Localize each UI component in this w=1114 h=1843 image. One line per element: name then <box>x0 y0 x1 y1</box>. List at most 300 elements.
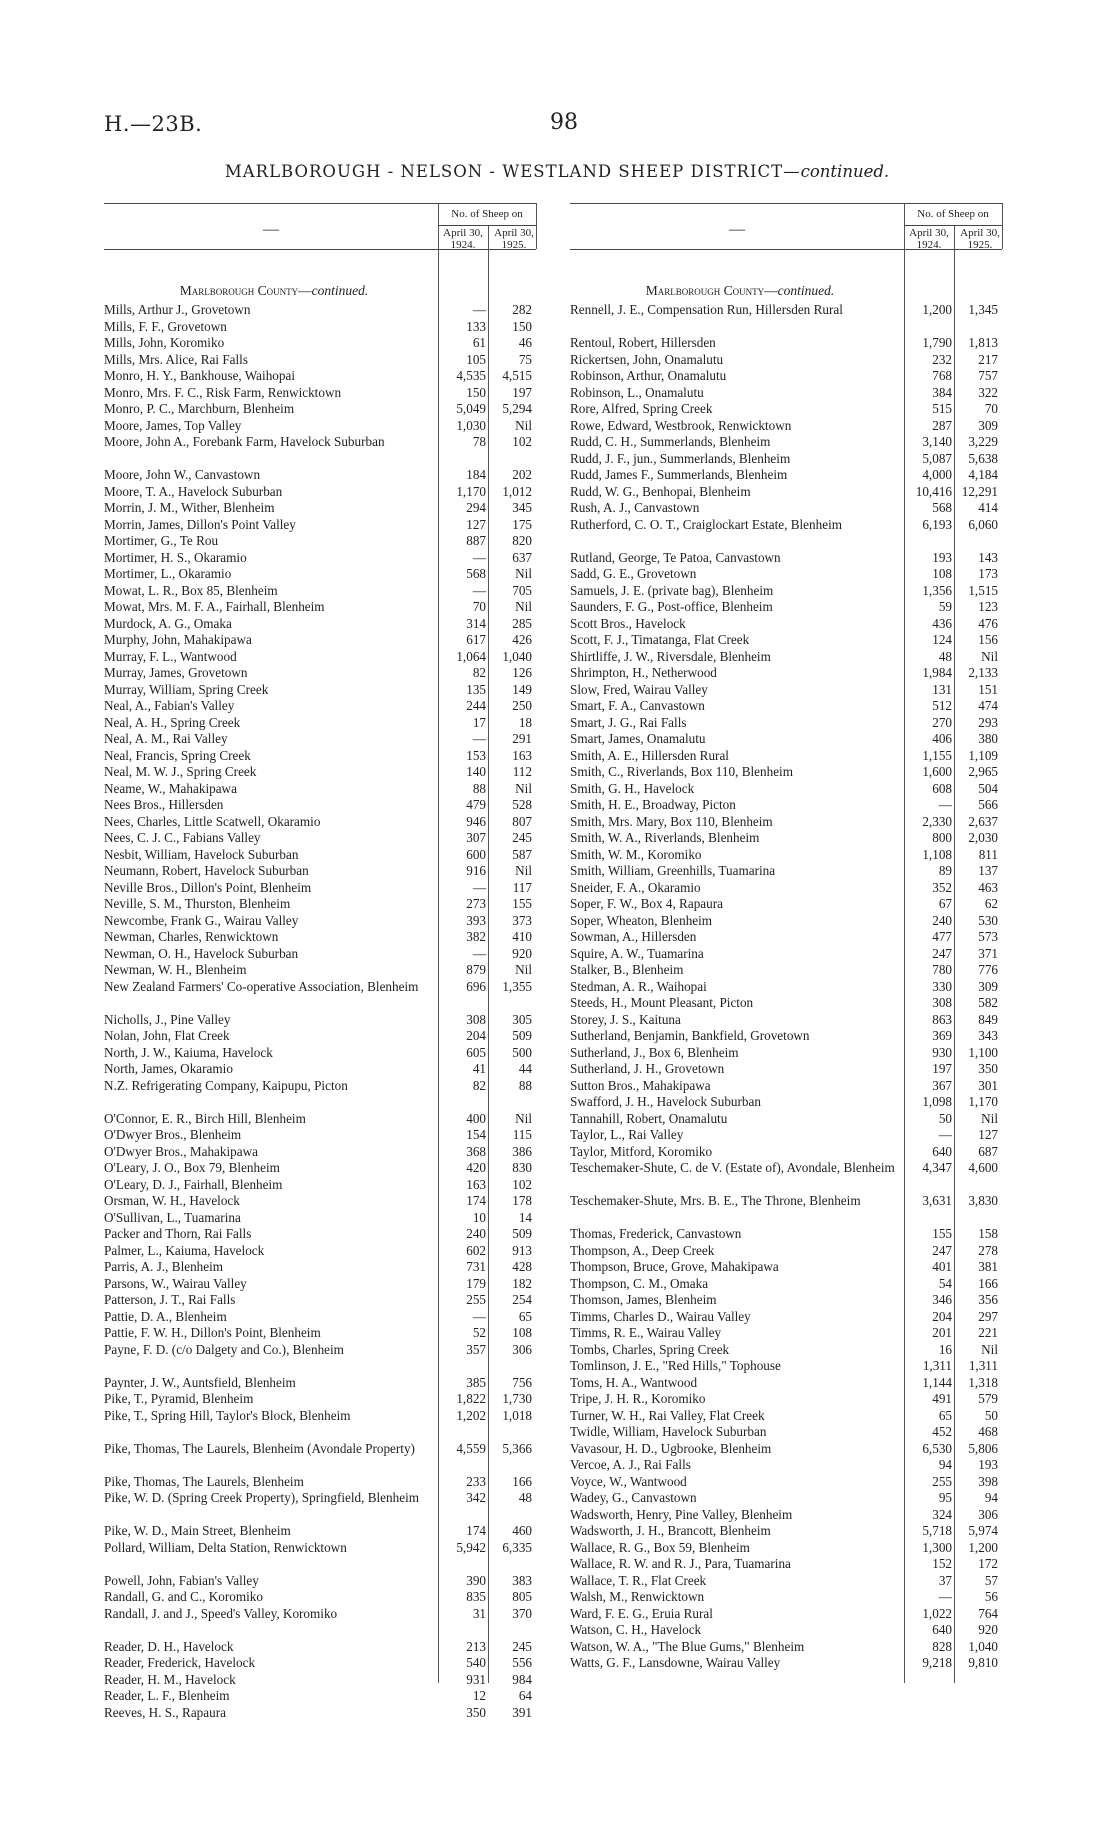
sheep-1924: 240 <box>932 912 952 928</box>
holder-name: Wallace, R. W. and R. J., Para, Tuamarina <box>570 1556 791 1571</box>
holder-name: Shrimpton, H., Netherwood <box>570 665 717 680</box>
holder-name: O'Dwyer Bros., Blenheim <box>104 1127 242 1142</box>
sheep-1924: 4,559 <box>456 1440 486 1456</box>
sheep-1924: — <box>938 1127 952 1142</box>
group-rule <box>438 225 536 226</box>
table-row <box>570 566 1002 583</box>
holder-name: O'Sullivan, L., Tuamarina <box>104 1209 241 1225</box>
sheep-1925: 127 <box>978 1127 998 1142</box>
table-row <box>570 1061 1002 1078</box>
sheep-1925: 984 <box>512 1671 532 1687</box>
sheep-1925: 137 <box>978 863 998 878</box>
table-row <box>570 484 1002 501</box>
column-heading-1924 <box>438 227 488 251</box>
sheep-1924: 88 <box>472 780 486 796</box>
holder-name: Sadd, G. E., Grovetown <box>570 566 697 581</box>
sheep-1924: 308 <box>466 1011 486 1027</box>
holder-name: Rentoul, Robert, Hillersden <box>570 335 716 350</box>
col2-line2: 1925. <box>501 239 527 251</box>
holder-name: Murray, F. L., Wantwood <box>104 648 237 664</box>
holder-name: O'Connor, E. R., Birch Hill, Blenheim <box>104 1110 306 1126</box>
sheep-1925: 566 <box>978 797 998 812</box>
sheep-1925: 56 <box>984 1589 998 1604</box>
sheep-1924: — <box>472 1308 486 1324</box>
table-row <box>104 1078 536 1111</box>
sheep-1925: 70 <box>984 401 998 416</box>
holder-name: Palmer, L., Kaiuma, Havelock <box>104 1242 265 1258</box>
sheep-1924: 357 <box>466 1341 486 1357</box>
sheep-1924: 452 <box>932 1424 952 1439</box>
sheep-1924: 273 <box>466 896 486 911</box>
sheep-1925: 62 <box>984 896 998 911</box>
sheep-1925: 381 <box>978 1259 998 1274</box>
sheep-1924: 4,347 <box>922 1160 952 1175</box>
holder-name: Nolan, John, Flat Creek <box>104 1028 230 1043</box>
table-row <box>570 335 1002 352</box>
sheep-1925: 75 <box>518 351 532 367</box>
sheep-1924: 1,356 <box>922 582 952 598</box>
sheep-1924: 140 <box>466 764 486 779</box>
table-row <box>570 1424 1002 1441</box>
sheep-1925: 509 <box>512 1226 532 1241</box>
sheep-1924: 479 <box>466 797 486 812</box>
sheep-1924: 197 <box>932 1061 952 1076</box>
sheep-1924: 5,087 <box>922 450 952 466</box>
holder-name: Sneider, F. A., Okaramio <box>570 879 701 895</box>
sheep-1924: 82 <box>472 665 486 680</box>
table-row <box>570 1078 1002 1095</box>
sheep-1924: 512 <box>932 698 952 713</box>
table-row <box>570 731 1002 748</box>
sheep-1924: 1,300 <box>922 1539 952 1555</box>
table-row <box>104 319 536 336</box>
holder-name: Moore, James, Top Valley <box>104 417 242 433</box>
table-row <box>104 797 536 814</box>
sheep-1924: 1,108 <box>922 846 952 862</box>
holder-name: Timms, Charles D., Wairau Valley <box>570 1308 751 1324</box>
holder-name: O'Dwyer Bros., Mahakipawa <box>104 1143 258 1159</box>
table-row <box>104 1540 536 1573</box>
sheep-1924: 491 <box>932 1391 952 1406</box>
table-rows <box>570 302 1002 1672</box>
table-row <box>104 979 536 1012</box>
holder-name: Thompson, Bruce, Grove, Mahakipawa <box>570 1259 779 1274</box>
sheep-1924: 828 <box>932 1638 952 1654</box>
sheep-1924: 154 <box>466 1127 486 1142</box>
table-row <box>570 385 1002 402</box>
holder-name: Walsh, M., Renwicktown <box>570 1589 705 1604</box>
sheep-1924: 600 <box>466 846 486 862</box>
sheep-1925: 172 <box>978 1556 998 1571</box>
holder-name: Tripe, J. H. R., Koromiko <box>570 1391 706 1406</box>
sheep-1925: 4,515 <box>502 368 532 383</box>
sheep-1925: Nil <box>515 780 532 796</box>
sheep-1924: 5,049 <box>456 401 486 416</box>
holder-name: O'Leary, D. J., Fairhall, Blenheim <box>104 1176 283 1192</box>
table-row <box>570 583 1002 600</box>
sheep-1924: 930 <box>932 1044 952 1060</box>
sheep-1925: 1,345 <box>968 302 998 317</box>
table-row <box>570 616 1002 633</box>
table-row <box>570 847 1002 864</box>
sheep-1925: 285 <box>512 615 532 631</box>
stub-heading: — <box>729 221 745 238</box>
holder-name: Thomas, Frederick, Canvastown <box>570 1226 742 1241</box>
sheep-1925: 398 <box>978 1473 998 1489</box>
table-row <box>570 1342 1002 1359</box>
table-row <box>570 1523 1002 1540</box>
table-row <box>570 665 1002 682</box>
sheep-1925: 12,291 <box>961 483 998 499</box>
sheep-1925: 1,170 <box>968 1094 998 1109</box>
table-row <box>570 1325 1002 1342</box>
sheep-1925: 2,030 <box>968 830 998 845</box>
sheep-1924: — <box>472 945 486 961</box>
table-row <box>570 913 1002 930</box>
county-continued: continued. <box>311 283 369 298</box>
table-row <box>570 467 1002 484</box>
sheep-1924: 352 <box>932 879 952 895</box>
table-row <box>570 1622 1002 1639</box>
sheep-1925: 637 <box>512 549 532 565</box>
table-row <box>104 566 536 583</box>
sheep-1925: 245 <box>512 830 532 845</box>
holder-name: Taylor, Mitford, Koromiko <box>570 1143 713 1159</box>
holder-name: Murray, William, Spring Creek <box>104 681 269 697</box>
holder-name: Neal, A. H., Spring Creek <box>104 714 241 730</box>
sheep-1925: 391 <box>512 1704 532 1720</box>
table-row <box>104 352 536 369</box>
sheep-1925: 46 <box>518 335 532 350</box>
sheep-1924: 270 <box>932 714 952 730</box>
sheep-1925: 178 <box>512 1193 532 1208</box>
table-row <box>570 797 1002 814</box>
sheep-1924: 52 <box>472 1325 486 1340</box>
sheep-1925: 156 <box>978 632 998 647</box>
holder-name: Smith, G. H., Havelock <box>570 780 695 796</box>
sheep-1924: 9,218 <box>922 1655 952 1670</box>
col2-line1: April 30, <box>960 227 1000 239</box>
sheep-1925: 150 <box>512 318 532 334</box>
table-row <box>104 1276 536 1293</box>
sheep-1924: 244 <box>466 698 486 713</box>
sheep-1924: 515 <box>932 401 952 416</box>
sheep-1924: 1,822 <box>456 1391 486 1406</box>
sheep-1925: 245 <box>512 1638 532 1654</box>
sheep-1924: 204 <box>932 1308 952 1324</box>
table-row <box>570 418 1002 435</box>
holder-name: Timms, R. E., Wairau Valley <box>570 1325 722 1340</box>
sheep-1924: — <box>938 797 952 812</box>
sheep-1924: 41 <box>472 1061 486 1076</box>
sheep-1925: 293 <box>978 714 998 730</box>
table-row <box>570 764 1002 781</box>
sheep-1925: 50 <box>984 1407 998 1423</box>
sheep-1925: 155 <box>512 896 532 911</box>
sheep-1924: 4,000 <box>922 467 952 482</box>
holder-name: Tombs, Charles, Spring Creek <box>570 1341 730 1357</box>
table-row <box>570 1391 1002 1408</box>
holder-name: Smart, James, Onamalutu <box>570 731 706 746</box>
sheep-1925: 163 <box>512 747 532 763</box>
table-row <box>104 484 536 501</box>
holder-name: Sutherland, J. H., Grovetown <box>570 1061 725 1076</box>
holder-name: Robinson, L., Onamalutu <box>570 384 704 400</box>
sheep-1924: 152 <box>932 1556 952 1571</box>
table-row <box>104 1523 536 1540</box>
table-row <box>570 1193 1002 1226</box>
table-row <box>104 1259 536 1276</box>
holder-name: Randall, G. and C., Koromiko <box>104 1589 263 1604</box>
holder-name: Sutherland, J., Box 6, Blenheim <box>570 1044 739 1060</box>
holder-name: Moore, T. A., Havelock Suburban <box>104 483 283 499</box>
county-heading <box>114 283 434 299</box>
sheep-1924: 105 <box>466 351 486 367</box>
holder-name: Rutland, George, Te Patoa, Canvastown <box>570 549 781 565</box>
sheep-1924: 247 <box>932 945 952 961</box>
holder-name: Pike, W. D., Main Street, Blenheim <box>104 1523 291 1538</box>
col1-line2: 1924. <box>916 239 942 251</box>
holder-name: Pattie, D. A., Blenheim <box>104 1308 227 1324</box>
table-row <box>570 1606 1002 1623</box>
holder-name: Wadsworth, Henry, Pine Valley, Blenheim <box>570 1506 793 1522</box>
sheep-1924: 916 <box>466 863 486 878</box>
sheep-1924: 342 <box>466 1490 486 1505</box>
holder-name: Rickertsen, John, Onamalutu <box>570 351 724 367</box>
holder-name: Rush, A. J., Canvastown <box>570 500 700 515</box>
holder-name: Mortimer, L., Okaramio <box>104 566 232 581</box>
holder-name: Rudd, J. F., jun., Summerlands, Blenheim <box>570 450 791 466</box>
holder-name: Samuels, J. E. (private bag), Blenheim <box>570 582 774 598</box>
sheep-1924: 48 <box>938 648 952 664</box>
sheep-1924: 368 <box>466 1143 486 1159</box>
table-row <box>570 1556 1002 1573</box>
holder-name: Rudd, C. H., Summerlands, Blenheim <box>570 434 771 449</box>
holder-name: Vavasour, H. D., Ugbrooke, Blenheim <box>570 1440 772 1456</box>
sheep-1924: 5,718 <box>922 1523 952 1538</box>
table-row <box>570 880 1002 897</box>
holder-name: Pike, W. D. (Spring Creek Property), Springfield, Blenheim <box>104 1490 419 1505</box>
sheep-1925: 306 <box>512 1341 532 1357</box>
sheep-1924: 1,030 <box>456 417 486 433</box>
sheep-1924: 150 <box>466 384 486 400</box>
table-row <box>104 665 536 682</box>
table-row <box>104 302 536 319</box>
table-row <box>104 748 536 765</box>
table-row <box>570 814 1002 831</box>
table-row <box>570 1276 1002 1293</box>
sheep-1924: 384 <box>932 384 952 400</box>
holder-name: Monro, P. C., Marchburn, Blenheim <box>104 401 295 416</box>
sheep-1925: 102 <box>512 434 532 449</box>
sheep-1924: 124 <box>932 632 952 647</box>
sheep-1925: Nil <box>981 648 998 664</box>
sheep-1925: 291 <box>512 731 532 746</box>
sheep-1924: — <box>472 549 486 565</box>
holder-name: Neville Bros., Dillon's Point, Blenheim <box>104 879 312 895</box>
sheep-1925: 151 <box>978 681 998 697</box>
table-row <box>570 1094 1002 1111</box>
group-rule <box>904 225 1002 226</box>
table-row <box>104 1243 536 1260</box>
table-row <box>570 1474 1002 1491</box>
sheep-1925: 370 <box>512 1605 532 1621</box>
sheep-1925: 1,200 <box>968 1539 998 1555</box>
holder-name: Toms, H. A., Wantwood <box>570 1374 698 1390</box>
holder-name: Patterson, J. T., Rai Falls <box>104 1292 236 1307</box>
sheep-1924: 255 <box>466 1292 486 1307</box>
column-heading-1924 <box>904 227 954 251</box>
sheep-1924: 240 <box>466 1226 486 1241</box>
sheep-1924: 1,064 <box>456 648 486 664</box>
holder-name: Wallace, R. G., Box 59, Blenheim <box>570 1539 750 1555</box>
sheep-1924: 800 <box>932 830 952 845</box>
sheep-1924: 174 <box>466 1193 486 1208</box>
holder-name: N.Z. Refrigerating Company, Kaipupu, Picton <box>104 1077 348 1093</box>
holder-name: Smith, A. E., Hillersden Rural <box>570 747 729 763</box>
sheep-1924: 287 <box>932 417 952 433</box>
holder-name: Murdock, A. G., Omaka <box>104 615 232 631</box>
title-main: MARLBOROUGH - NELSON - WESTLAND SHEEP DISTRICT— <box>224 162 801 181</box>
page-number: 98 <box>550 110 578 135</box>
sheep-1924: 1,311 <box>922 1358 952 1373</box>
sheep-1925: 14 <box>518 1209 532 1225</box>
holder-name: Taylor, L., Rai Valley <box>570 1127 684 1142</box>
sheep-1924: 255 <box>932 1473 952 1489</box>
sheep-1924: 179 <box>466 1275 486 1291</box>
table-row <box>104 1309 536 1326</box>
holder-name: Scott Bros., Havelock <box>570 615 686 631</box>
table-row <box>104 1375 536 1392</box>
table-row <box>570 1226 1002 1243</box>
table-row <box>104 1177 536 1194</box>
sheep-1925: 193 <box>978 1457 998 1472</box>
sheep-1924: 135 <box>466 681 486 697</box>
holder-name: Rowe, Edward, Westbrook, Renwicktown <box>570 417 792 433</box>
sheep-1924: 174 <box>466 1523 486 1538</box>
table-row <box>570 1259 1002 1276</box>
sheep-1925: 126 <box>512 665 532 680</box>
holder-name: Ward, F. E. G., Eruia Rural <box>570 1605 713 1621</box>
sheep-1925: 44 <box>518 1061 532 1076</box>
sheep-1924: 54 <box>938 1275 952 1291</box>
sheep-1924: 324 <box>932 1506 952 1522</box>
holder-name: Newcombe, Frank G., Wairau Valley <box>104 912 299 928</box>
table-row <box>570 1540 1002 1557</box>
sheep-1925: 5,294 <box>502 401 532 416</box>
sheep-1925: 5,638 <box>968 450 998 466</box>
holder-name: Pattie, F. W. H., Dillon's Point, Blenheim <box>104 1325 321 1340</box>
table-row <box>570 1639 1002 1656</box>
table-row <box>104 583 536 600</box>
sheep-1924: 131 <box>932 681 952 697</box>
table-row <box>104 1210 536 1227</box>
sheep-1925: 1,318 <box>968 1374 998 1390</box>
table-row <box>104 1408 536 1441</box>
sheep-1924: 12 <box>472 1688 486 1703</box>
holder-name: Sutton Bros., Mahakipawa <box>570 1077 711 1093</box>
holder-name: Soper, Wheaton, Blenheim <box>570 912 713 928</box>
holder-name: Nesbit, William, Havelock Suburban <box>104 846 299 862</box>
table-row <box>104 1160 536 1177</box>
sheep-1925: 250 <box>512 698 532 713</box>
table-row <box>104 830 536 847</box>
sheep-1925: Nil <box>515 962 532 977</box>
sheep-1924: 401 <box>932 1259 952 1274</box>
sheep-1925: 1,100 <box>968 1044 998 1060</box>
holder-name: Teschemaker-Shute, C. de V. (Estate of), Avondale, Blenheim <box>570 1160 895 1175</box>
holder-name: Slow, Fred, Wairau Valley <box>570 681 708 697</box>
table-row <box>570 550 1002 567</box>
sheep-1925: 687 <box>978 1143 998 1159</box>
table-row <box>104 1589 536 1606</box>
header-top-rule <box>570 203 1002 204</box>
table-row <box>570 1589 1002 1606</box>
left-table <box>104 203 536 1720</box>
holder-name: Steeds, H., Mount Pleasant, Picton <box>570 995 754 1010</box>
table-row <box>104 781 536 798</box>
sheep-1924: 385 <box>466 1374 486 1390</box>
table-row <box>570 715 1002 732</box>
sheep-1924: 307 <box>466 830 486 845</box>
holder-name: Saunders, F. G., Post-office, Blenheim <box>570 599 773 614</box>
holder-name: Rudd, W. G., Benhopai, Blenheim <box>570 483 751 499</box>
holder-name: Neal, Francis, Spring Creek <box>104 747 251 763</box>
sheep-1924: 605 <box>466 1044 486 1060</box>
col1-line1: April 30, <box>909 227 949 239</box>
table-row <box>104 368 536 385</box>
table-row <box>570 1358 1002 1375</box>
table-row <box>570 434 1002 451</box>
sheep-1925: 1,018 <box>502 1407 532 1423</box>
holder-name: Smith, H. E., Broadway, Picton <box>570 797 736 812</box>
sheep-1925: 830 <box>512 1160 532 1175</box>
sheep-1924: 10 <box>472 1209 486 1225</box>
holder-name: Mortimer, H. S., Okaramio <box>104 549 247 565</box>
holder-name: Shirtliffe, J. W., Riversdale, Blenheim <box>570 648 771 664</box>
holder-name: Moore, John W., Canvastown <box>104 467 261 482</box>
sheep-1925: 18 <box>518 714 532 730</box>
holder-name: Squire, A. W., Tuamarina <box>570 945 704 961</box>
holder-name: Neal, M. W. J., Spring Creek <box>104 764 257 779</box>
sheep-1924: 568 <box>466 566 486 581</box>
sheep-1925: 573 <box>978 929 998 944</box>
sheep-1925: 48 <box>518 1490 532 1505</box>
holder-name: Mills, F. F., Grovetown <box>104 318 227 334</box>
sheep-1925: 345 <box>512 500 532 515</box>
sheep-1925: 582 <box>978 995 998 1010</box>
sheep-1924: — <box>472 879 486 895</box>
table-row <box>570 1127 1002 1144</box>
sheep-1924: 768 <box>932 368 952 383</box>
holder-name: Sowman, A., Hillersden <box>570 929 697 944</box>
table-row <box>570 1573 1002 1590</box>
holder-name: Parsons, W., Wairau Valley <box>104 1275 247 1291</box>
sheep-1925: Nil <box>515 863 532 878</box>
sheep-1925: 305 <box>512 1011 532 1027</box>
sheep-1924: 201 <box>932 1325 952 1340</box>
holder-name: Mortimer, G., Te Rou <box>104 533 219 548</box>
table-row <box>104 418 536 435</box>
sheep-1925: 166 <box>512 1473 532 1489</box>
sheep-1924: 5,942 <box>456 1539 486 1555</box>
sheep-1924: 1,144 <box>922 1374 952 1390</box>
sheep-1924: 59 <box>938 599 952 614</box>
sheep-1925: 2,637 <box>968 813 998 829</box>
holder-name: Morrin, James, Dillon's Point Valley <box>104 516 296 532</box>
table-row <box>104 682 536 699</box>
sheep-1925: 221 <box>978 1325 998 1340</box>
